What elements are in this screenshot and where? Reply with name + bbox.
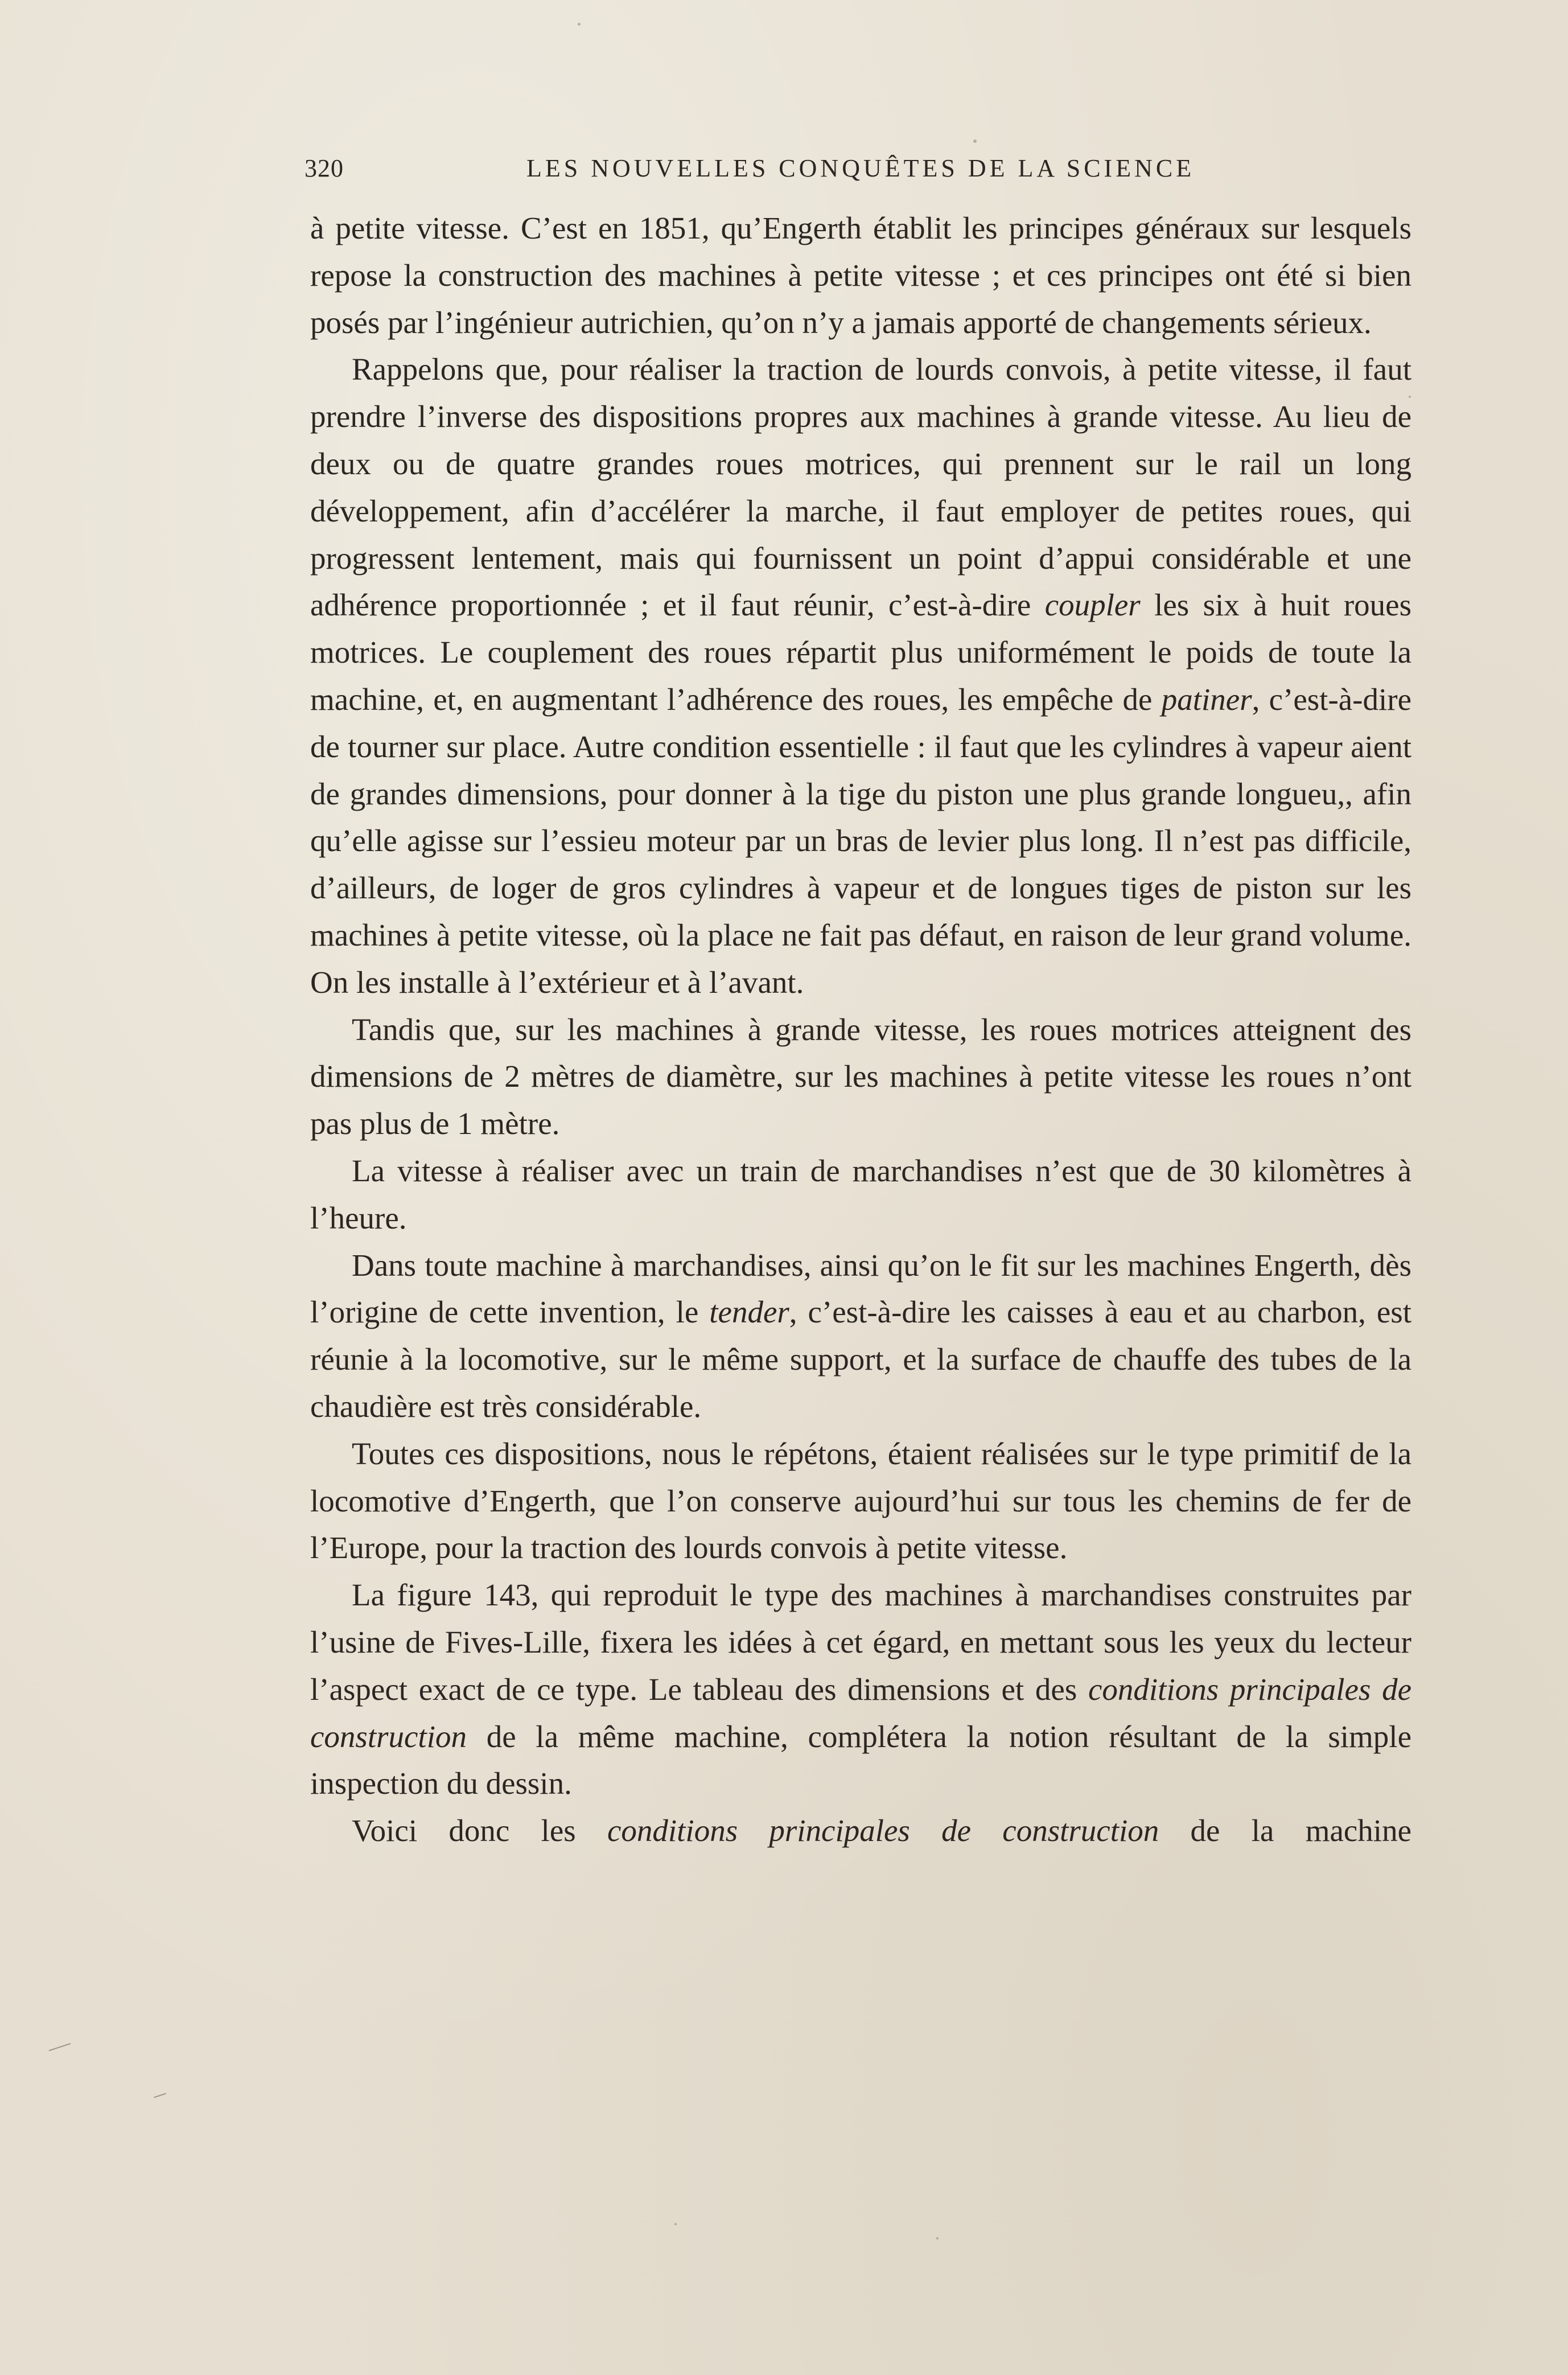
paragraph-text: à petite vitesse. C’est en 1851, qu’Engerth établit les principes généraux sur lesquels repose la construction des machines à petite vitesse ; et ces principes ont été si bien posés par l’ingénieur autrichien, qu’on n’y a jamais apporté de changements sérieux. (310, 211, 1411, 340)
page-number: 320 (304, 154, 344, 182)
running-title: LES NOUVELLES CONQUÊTES DE LA SCIENCE (526, 154, 1195, 182)
paper-mark (49, 2043, 71, 2051)
italic-term: conditions principales de construction (310, 1671, 1411, 1754)
paragraph-text: Toutes ces dispositions, nous le répétons, étaient réalisées sur le type primitif de la locomotive d’Engerth, que l’on conserve aujourd’hui sur tous les chemins de fer de l’Europe, pour la traction des lourds convois à petite vitesse. (310, 1436, 1411, 1565)
body-text (310, 205, 1411, 1855)
paragraph-text: La vitesse à réaliser avec un train de marchandises n’est que de 30 kilomètres à l’heure. (310, 1153, 1411, 1235)
paragraph-text: Dans toute machine à marchandises, ainsi qu’on le fit sur les machines Engerth, dès l’origine de cette invention, le (310, 1247, 1411, 1330)
paragraph-8 (310, 1807, 1411, 1855)
paper-speck (674, 2223, 677, 2225)
italic-term: patiner (1161, 681, 1252, 717)
paragraph-text: Voici donc les (352, 1813, 607, 1848)
paragraph-text: les six à huit roues motrices. Le couplement des roues répartit plus uniformément le poids de toute la machine, et, en augmentant l’adhérence des roues, les empêche de (310, 587, 1411, 717)
paragraph-6 (310, 1431, 1411, 1572)
italic-term: coupler (1044, 587, 1141, 623)
paragraph-3 (310, 1006, 1411, 1148)
paper-speck (1409, 396, 1411, 398)
paper-speck (578, 23, 581, 26)
paragraph-2 (310, 346, 1411, 1006)
paragraph-5 (310, 1242, 1411, 1431)
paragraph-1 (310, 205, 1411, 346)
paragraph-7 (310, 1572, 1411, 1807)
paragraph-text: Tandis que, sur les machines à grande vitesse, les roues motrices atteignent des dimensions de 2 mètres de diamètre, sur les machines à petite vitesse les roues n’ont pas plus de 1 mètre. (310, 1012, 1411, 1141)
paper-speck (936, 2237, 939, 2240)
paragraph-text: de la machine (1159, 1813, 1411, 1848)
running-head (304, 154, 1209, 194)
italic-term: conditions principales de construction (607, 1813, 1159, 1848)
paragraph-text: , c’est-à-dire les caisses à eau et au charbon, est réunie à la locomotive, sur le même support, et la surface de chauffe des tubes de la chaudière est très considérable. (310, 1295, 1411, 1424)
italic-term: tender (709, 1295, 789, 1330)
paragraph-text: La figure 143, qui reproduit le type des machines à marchandises construites par l’usine de Fives-Lille, fixera les idées à cet égard, en mettant sous les yeux du lecteur l’aspect exact de ce type. Le tableau des dimensions et des (310, 1577, 1411, 1707)
paragraph-text: , c’est-à-dire de tourner sur place. Autre condition essentielle : il faut que les cylindres à vapeur aient de grandes dimensions, pour donner à la tige du piston une plus grande longueu,, afin qu’elle agisse sur l’essieu moteur par un bras de levier plus long. Il n’est pas difficile, d’ailleurs, de loger de gros cylindres à vapeur et de longues tiges de piston sur les machines à petite vitesse, où la place ne fait pas défaut, en raison de leur grand volume. On les installe à l’extérieur et à l’avant. (310, 681, 1411, 1000)
paragraph-text: Rappelons que, pour réaliser la traction de lourds convois, à petite vitesse, il faut prendre l’inverse des dispositions propres aux machines à grande vitesse. Au lieu de deux ou de quatre grandes roues motrices, qui prennent sur le rail un long développement, afin d’accélérer la marche, il faut employer de petites roues, qui progressent lentement, mais qui fournissent un point d’appui considérable et une adhérence proportionnée ; et il faut réunir, c’est-à-dire (310, 352, 1411, 623)
paper-mark (154, 2093, 166, 2098)
paragraph-4 (310, 1148, 1411, 1242)
paragraph-text: de la même machine, complétera la notion résultant de la simple inspection du dessin. (310, 1719, 1411, 1801)
paper-speck (973, 139, 977, 143)
